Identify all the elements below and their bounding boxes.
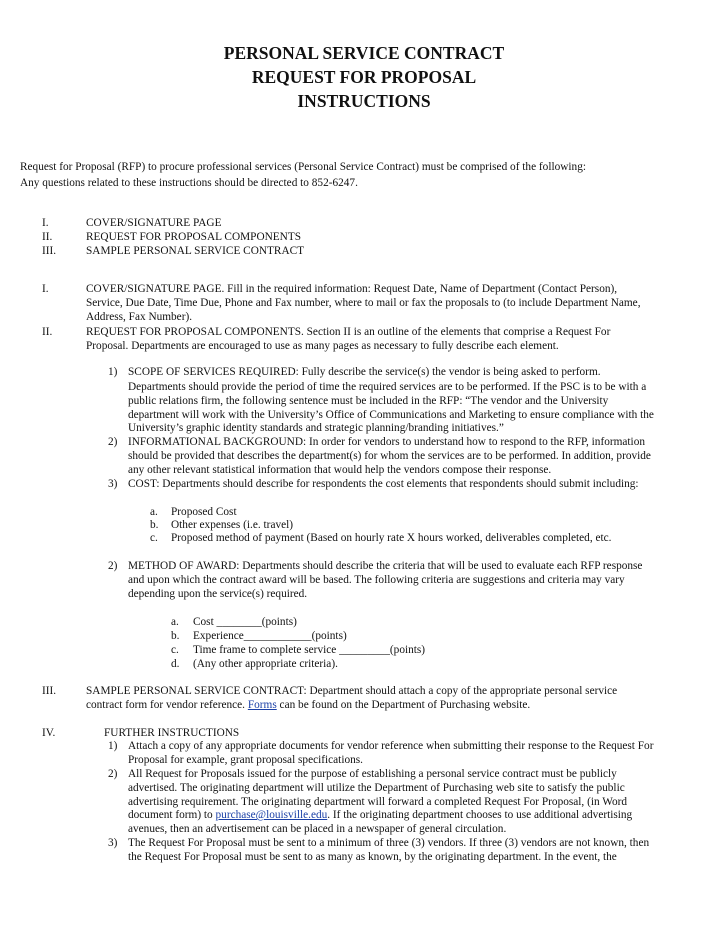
item-num: 1) [108, 740, 118, 752]
section-1-line: COVER/SIGNATURE PAGE. Fill in the required information: Request Date, Name of Department (Contact Person), [86, 283, 618, 295]
further-line: avenues, then an advertisement can be placed in a newspaper of general circulation. [128, 823, 507, 835]
further-line: advertised. The originating department will utilize the Department of Purchasing web site to satisfy the public [128, 782, 625, 794]
background-line: should be provided that describes the department(s) for whom the services are to be performed. In addition, provide [128, 450, 651, 462]
section-3-line: SAMPLE PERSONAL SERVICE CONTRACT: Department should attach a copy of the appropriate personal service [86, 685, 618, 697]
scope-line: public relations firm, the following sentence must be included in the RFP: “The vendor and the University [128, 395, 609, 407]
scope-line: Departments should provide the period of time the required services are to be performed. If the PSC is to be with a [128, 381, 647, 393]
scope-line: SCOPE OF SERVICES REQUIRED: Fully describe the service(s) the vendor is being asked to perform. [128, 366, 601, 378]
section-1-line: Service, Due Date, Time Due, Phone and Fax number, where to mail or fax the proposals to (to include Department Name, [86, 297, 641, 309]
section-3-line [86, 698, 530, 712]
section-3-text: contract form for vendor reference. [86, 699, 248, 711]
forms-link[interactable]: Forms [247, 699, 277, 711]
item-num: 1) [108, 366, 118, 378]
background-line: any other relevant statistical information that would help the vendors compose their response. [128, 464, 552, 476]
criteria-num: b. [171, 630, 180, 642]
section-3-text: can be found on the Department of Purchasing website. [276, 699, 531, 711]
further-line [128, 808, 632, 822]
criteria-num: a. [171, 616, 179, 628]
toc-item: SAMPLE PERSONAL SERVICE CONTRACT [86, 245, 305, 257]
award-line: METHOD OF AWARD: Departments should describe the criteria that will be used to evaluate each RFP response [128, 560, 643, 572]
item-num: 2) [108, 560, 118, 572]
further-text: . If the originating department chooses to use additional advertising [327, 809, 633, 821]
doc-title-line-2: REQUEST FOR PROPOSAL [251, 67, 477, 87]
cost-subitem-num: a. [150, 506, 158, 518]
cost-subitem: Other expenses (i.e. travel) [171, 519, 294, 531]
further-line: Proposal for example, grant proposal specifications. [128, 754, 363, 766]
toc-num: III. [42, 245, 57, 257]
section-1-num: I. [42, 283, 49, 295]
purchase-email-link[interactable]: purchase@louisville.edu [215, 809, 328, 821]
toc-item: COVER/SIGNATURE PAGE [86, 217, 222, 229]
section-3-num: III. [42, 685, 57, 697]
cost-subitem-num: b. [150, 519, 159, 531]
cost-subitem-num: c. [150, 532, 158, 544]
doc-title-line-3: INSTRUCTIONS [297, 91, 431, 111]
doc-title-line-1: PERSONAL SERVICE CONTRACT [223, 43, 505, 63]
criteria-item: (Any other appropriate criteria). [193, 658, 338, 670]
item-num: 3) [108, 478, 118, 490]
intro-line-1: Request for Proposal (RFP) to procure professional services (Personal Service Contract) must be comprised of the following: [20, 161, 586, 173]
section-2-num: II. [42, 326, 53, 338]
criteria-item: Experience____________(points) [193, 630, 347, 642]
further-line: advertising requirement. The originating department will forward a completed Request For Proposal, (in Word [128, 796, 628, 808]
item-num: 2) [108, 436, 118, 448]
award-line: and upon which the contract award will be based. The following criteria are suggestions and criteria may vary [128, 574, 625, 586]
item-num: 2) [108, 768, 118, 780]
further-text: document form) to [128, 809, 216, 821]
cost-subitem: Proposed Cost [171, 506, 237, 518]
cost-subitem: Proposed method of payment (Based on hourly rate X hours worked, deliverables completed, etc. [171, 532, 612, 544]
section-4-num: IV. [42, 727, 56, 739]
section-4-heading: FURTHER INSTRUCTIONS [104, 727, 240, 739]
scope-line: University’s graphic identity standards and strategic planning/branding initiatives.” [128, 422, 504, 434]
criteria-item: Cost ________(points) [193, 616, 297, 628]
toc-num: I. [42, 217, 49, 229]
toc-num: II. [42, 231, 53, 243]
toc-item: REQUEST FOR PROPOSAL COMPONENTS [86, 231, 301, 243]
scope-line: department will work with the University’s Office of Communications and Marketing to ensure compliance with the [128, 409, 654, 421]
cost-line: COST: Departments should describe for respondents the cost elements that respondents should submit including: [128, 478, 639, 490]
intro-line-2: Any questions related to these instructions should be directed to 852-6247. [20, 177, 358, 189]
further-line: the Request For Proposal must be sent to as many as known, by the originating department. In the event, the [128, 851, 617, 863]
item-num: 3) [108, 837, 118, 849]
section-2-line: REQUEST FOR PROPOSAL COMPONENTS. Section II is an outline of the elements that comprise a Request For [86, 326, 611, 338]
criteria-item: Time frame to complete service _________(points) [193, 644, 426, 656]
background-line: INFORMATIONAL BACKGROUND: In order for vendors to understand how to respond to the RFP, information [128, 436, 645, 448]
criteria-num: c. [171, 644, 179, 656]
further-line: Attach a copy of any appropriate documents for vendor reference when submitting their response to the Request For [128, 740, 654, 752]
criteria-num: d. [171, 658, 180, 670]
section-1-line: Address, Fax Number). [86, 311, 193, 323]
section-2-line: Proposal. Departments are encouraged to use as many pages as necessary to fully describe each element. [86, 340, 559, 352]
further-line: The Request For Proposal must be sent to a minimum of three (3) vendors. If three (3) vendors are not known, then [128, 837, 650, 849]
award-line: depending upon the service(s) required. [128, 588, 308, 600]
further-line: All Request for Proposals issued for the purpose of establishing a personal service contract must be publicly [128, 768, 617, 780]
